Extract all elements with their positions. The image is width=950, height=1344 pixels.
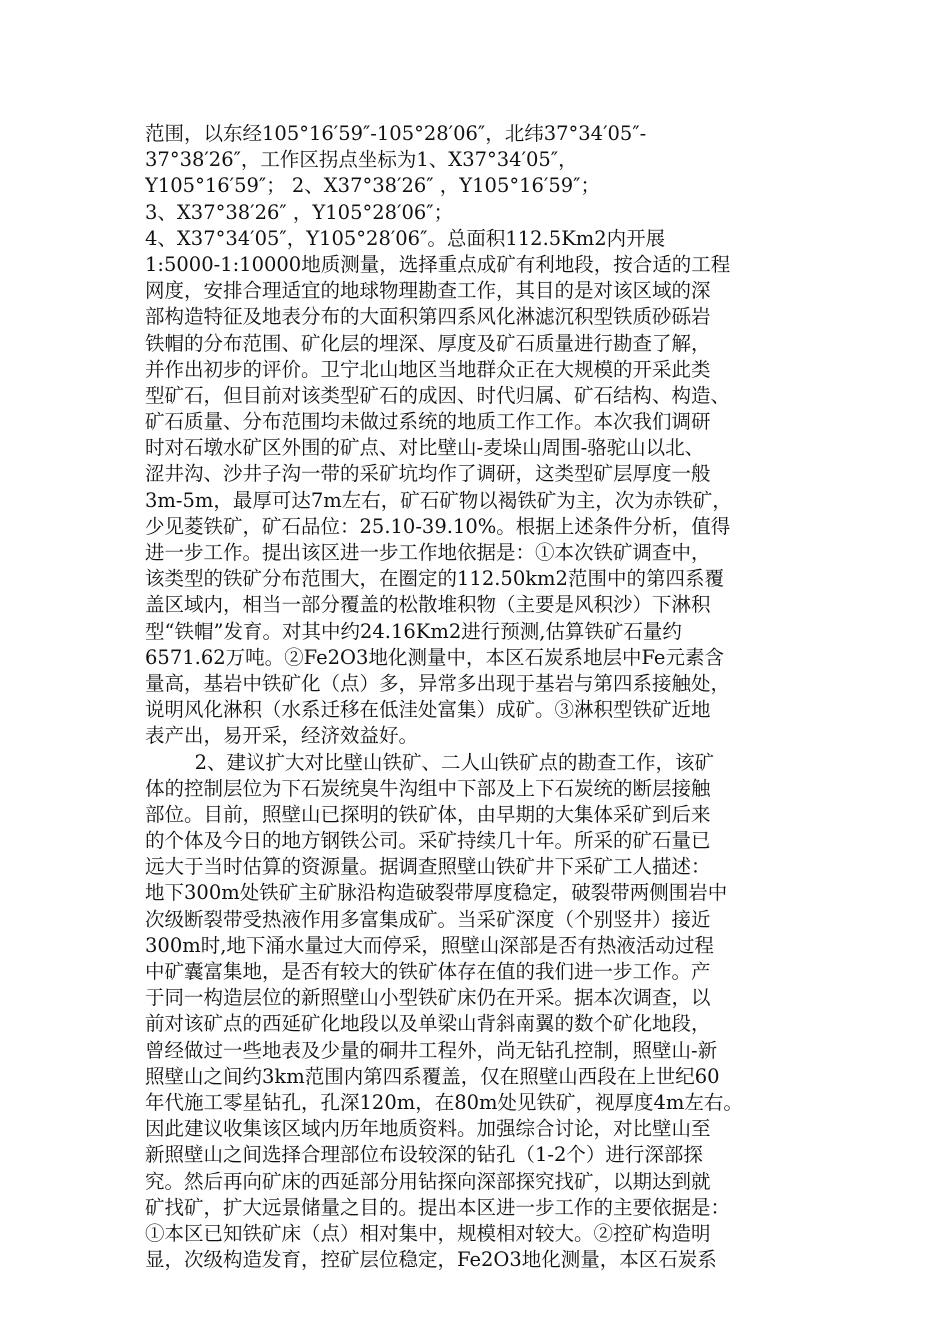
text-line: 究。然后再向矿床的西延部分用钻探向深部探究找矿，以期达到就 [145, 1169, 711, 1193]
text-line: 次级断裂带受热液作用多富集成矿。当采矿深度（个别竖井）接近 [145, 907, 711, 931]
text-line: 前对该矿点的西延矿化地段以及单梁山背斜南翼的数个矿化地段， [145, 1012, 711, 1036]
text-line: 表产出，易开采，经济效益好。 [145, 724, 419, 748]
text-line: 300m时,地下涌水量过大而停采，照壁山深部是否有热液活动过程 [145, 933, 714, 957]
text-line: 该类型的铁矿分布范围大，在圈定的112.50km2范围中的第四系覆 [145, 567, 724, 591]
text-line: 铁帽的分布范围、矿化层的埋深、厚度及矿石质量进行勘查了解， [145, 331, 711, 355]
text-line: 中矿囊富集地，是否有较大的铁矿体存在值的我们进一步工作。产 [145, 960, 711, 983]
body-text [145, 121, 815, 1273]
text-line: Y105°16′59″； 2、X37°38′26″ ，Y105°16′59″； [145, 174, 600, 198]
text-line: ①本区已知铁矿床（点）相对集中，规模相对较大。②控矿构造明 [145, 1221, 711, 1245]
text-line: 3、X37°38′26″ ，Y105°28′06″； [145, 200, 454, 224]
text-line: 矿石质量、分布范围均未做过系统的地质工作工作。本次我们调研 [145, 410, 711, 434]
text-line: 的个体及今日的地方钢铁公司。采矿持续几十年。所采的矿石量已 [145, 829, 711, 853]
text-line: 于同一构造层位的新照壁山小型铁矿床仍在开采。据本次调查，以 [145, 986, 711, 1010]
text-line: 部构造特征及地表分布的大面积第四系风化淋滤沉积型铁质砂砾岩 [145, 305, 711, 329]
text-line: 照壁山之间约3km范围内第四系覆盖，仅在照壁山西段在上世纪60 [145, 1064, 720, 1088]
text-line: 部位。目前，照壁山已探明的铁矿体，由早期的大集体采矿到后来 [145, 802, 711, 826]
text-line: 新照壁山之间选择合理部位布设较深的钻孔（1-2个）进行深部探 [145, 1143, 703, 1167]
text-line: 因此建议收集该区域内历年地质资料。加强综合讨论，对比壁山至 [145, 1117, 711, 1141]
text-line: 4、X37°34′05″，Y105°28′06″。总面积112.5Km2内开展 [145, 226, 666, 250]
text-line: 矿找矿，扩大远景储量之目的。提出本区进一步工作的主要依据是： [145, 1195, 731, 1219]
text-line: 时对石墩水矿区外围的矿点、对比壁山-麦垛山周围-骆驼山以北、 [145, 436, 705, 460]
text-line: 年代施工零星钻孔，孔深120m，在80m处见铁矿，视厚度4m左右。 [145, 1090, 743, 1114]
text-line: 6571.62万吨。②Fe2O3地化测量中，本区石炭系地层中Fe元素含 [145, 645, 724, 669]
text-line: 曾经做过一些地表及少量的硐井工程外，尚无钻孔控制，照壁山-新 [145, 1038, 718, 1062]
text-line: 37°38′26″，工作区拐点坐标为1、X37°34′05″， [145, 148, 578, 172]
text-line: 1:5000-1:10000地质测量，选择重点成矿有利地段，按合适的工程 [145, 252, 731, 276]
text-line: 型“铁帽”发育。对其中约24.16Km2进行预测,估算铁矿石量约 [145, 619, 682, 643]
text-line: 盖区域内，相当一部分覆盖的松散堆积物（主要是风积沙）下淋积 [145, 593, 711, 617]
text-line: 地下300m处铁矿主矿脉沿构造破裂带厚度稳定，破裂带两侧围岩中 [145, 881, 728, 905]
text-line: 体的控制层位为下石炭统臭牛沟组中下部及上下石炭统的断层接触 [145, 776, 711, 800]
text-line: 远大于当时估算的资源量。据调查照壁山铁矿井下采矿工人描述： [145, 855, 711, 879]
text-line: 并作出初步的评价。卫宁北山地区当地群众正在大规模的开采此类 [145, 357, 711, 381]
text-line: 进一步工作。提出该区进一步工作地依据是：①本次铁矿调查中， [145, 541, 711, 564]
text-line: 少见菱铁矿，矿石品位：25.10-39.10%。根据上述条件分析，值得 [145, 514, 731, 538]
text-line: 3m-5m，最厚可达7m左右，矿石矿物以褐铁矿为主，次为赤铁矿， [145, 488, 732, 512]
text-line: 显，次级构造发育，控矿层位稳定，Fe2O3地化测量，本区石炭系 [145, 1248, 717, 1272]
text-line: 涩井沟、沙井子沟一带的采矿坑均作了调研，这类型矿层厚度一般 [145, 462, 711, 486]
text-line: 量高，基岩中铁矿化（点）多，异常多出现于基岩与第四系接触处， [145, 671, 731, 695]
text-line: 型矿石，但目前对该类型矿石的成因、时代归属、矿石结构、构造、 [145, 383, 731, 407]
text-line: 说明风化淋积（水系迁移在低洼处富集）成矿。③淋积型铁矿近地 [145, 698, 711, 722]
text-line: 2、建议扩大对比壁山铁矿、二人山铁矿点的勘查工作，该矿 [145, 750, 714, 774]
text-line: 范围，以东经105°16′59″-105°28′06″，北纬37°34′05″- [145, 122, 647, 145]
text-line: 网度，安排合理适宜的地球物理勘查工作，其目的是对该区域的深 [145, 279, 711, 303]
